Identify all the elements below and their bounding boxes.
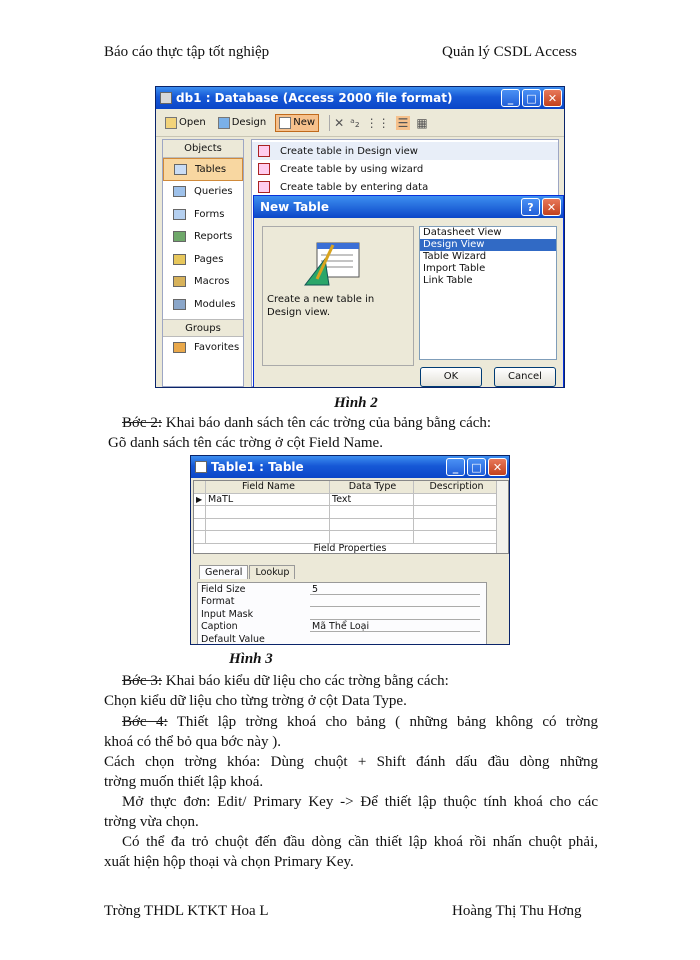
object-macros[interactable] [163,271,243,294]
property-label: Caption [201,621,238,633]
footer-right: Hoàng Thị Thu Hơng [452,903,582,919]
step2-line1 [122,414,491,432]
header-left: Báo cáo thực tập tốt nghiệp [104,44,270,60]
description-cell[interactable] [414,531,498,543]
maximize-button[interactable]: □ [467,458,486,476]
format-input[interactable] [310,596,480,607]
dialog-description: Create a new table in Design view. [267,294,375,318]
table-wizard-icon [258,145,270,157]
maximize-button[interactable]: □ [522,89,541,107]
field-properties-header: Field Properties [313,543,387,554]
object-queries[interactable] [163,181,243,204]
object-label: Macros [194,276,230,288]
group-favorites[interactable] [163,337,243,360]
table-icon [195,461,207,473]
data-type-cell[interactable]: Text [330,494,414,506]
input-mask-input[interactable] [310,609,480,620]
dialog-preview-panel [262,226,414,366]
grid-header-row [194,481,508,494]
object-forms[interactable] [163,203,243,226]
new-icon [279,117,291,129]
figure2-caption: Hình 2 [334,395,378,411]
help-button[interactable]: ? [521,198,540,216]
field-name-cell[interactable] [206,519,330,531]
design-wizard-icon [303,239,363,289]
groups-header: Groups [163,319,243,337]
default-value-input[interactable] [310,634,480,645]
field-name-cell[interactable] [206,506,330,518]
favorites-icon [173,342,186,353]
table-icon [174,164,187,175]
database-title-bar[interactable] [156,87,564,109]
step4-label: Bớc 4: [122,714,168,730]
table-wizard-icon [258,181,270,193]
step2-line2: Gõ danh sách tên các trờng ở cột Field Name. [108,435,383,451]
open-label: Open [179,117,206,128]
new-button[interactable] [275,114,319,132]
menu-line1: Mở thực đơn: Edit/ Primary Key -> Để thiết lập thuộc tính khoá cho các [122,794,598,810]
header-right: Quản lý CSDL Access [442,44,577,60]
menu-line2: trờng vừa chọn. [104,814,199,830]
option-design-view[interactable]: Design View [420,239,556,251]
close-button[interactable]: ✕ [488,458,507,476]
macro-icon [173,276,186,287]
report-icon [173,231,186,242]
design-button[interactable] [215,115,270,131]
table-row[interactable] [194,519,508,532]
row-marker[interactable] [194,519,206,531]
list-item-wizard[interactable] [252,160,558,178]
option-import-table[interactable]: Import Table [423,263,486,274]
step4-line2: khoá có thể bỏ qua bớc này ). [104,734,282,750]
data-type-cell[interactable] [330,519,414,531]
database-toolbar [156,109,564,137]
select-key-line1: Cách chọn trờng khóa: Dùng chuột + Shift đánh dấu đầu dòng những [104,754,598,770]
column-description: Description [414,481,498,493]
field-name-cell[interactable]: MaTL [206,494,330,506]
tab-general[interactable]: General [199,565,248,579]
access-database-window [155,86,565,388]
property-caption [198,621,486,634]
property-label: Input Mask [201,608,254,620]
design-icon [218,117,230,129]
option-datasheet-view[interactable]: Datasheet View [423,227,502,238]
step3-text: Khai báo kiểu dữ liệu cho các trờng bằng cách: [162,673,449,689]
column-field-name: Field Name [206,481,330,493]
step2-text: Khai báo danh sách tên các trờng của bảng bằng cách: [162,415,492,431]
dialog-title-bar[interactable] [254,196,563,218]
database-window-title: db1 : Database (Access 2000 file format) [176,91,453,105]
group-label: Favorites [194,342,240,354]
step3-line1 [122,672,449,690]
cancel-button[interactable]: Cancel [494,367,556,387]
mouse-line2: xuất hiện hộp thoại và chọn Primary Key. [104,854,354,870]
footer-left: Trờng THDL KTKT Hoa L [104,903,269,919]
tab-lookup[interactable]: Lookup [249,565,295,579]
option-table-wizard[interactable]: Table Wizard [423,251,487,262]
details-view-icon[interactable]: ▦ [416,115,428,130]
row-selector-header [194,481,206,493]
ok-button[interactable]: OK [420,367,482,387]
small-icons-icon[interactable]: ⋮⋮ [365,115,390,130]
list-view-icon[interactable]: ☰ [397,115,409,130]
list-item-design-view[interactable] [252,142,558,160]
table-row[interactable] [194,494,508,507]
mouse-line1: Có thể đa trỏ chuột đến đầu dòng cần thiết lập khoá rồi nhấn chuột phải, [122,834,598,850]
row-marker[interactable] [194,531,206,543]
dialog-title: New Table [260,200,330,214]
field-size-input[interactable]: 5 [310,584,480,595]
data-type-cell[interactable] [330,506,414,518]
table-row[interactable] [194,506,508,519]
form-icon [173,209,186,220]
page-icon [173,254,186,265]
row-marker-icon[interactable]: ▶ [194,494,206,506]
new-table-dialog [253,195,564,388]
caption-input[interactable]: Mã Thể Loại [310,621,480,632]
column-data-type: Data Type [330,481,414,493]
field-name-cell[interactable] [206,531,330,543]
large-icons-icon[interactable]: ᵃ₂ [350,115,360,130]
list-item-entering-data[interactable] [252,178,558,196]
property-field-size [198,583,486,596]
property-label: Default Value [201,633,265,645]
minimize-button[interactable]: _ [446,458,465,476]
table-window-title: Table1 : Table [211,460,304,474]
database-icon [160,92,172,104]
select-key-line2: trờng muốn thiết lập khoá. [104,774,264,790]
step3-line2: Chọn kiểu dữ liệu cho từng trờng ở cột Data Type. [104,693,407,709]
description-cell[interactable] [414,506,498,518]
open-button[interactable] [162,115,209,131]
row-marker[interactable] [194,506,206,518]
table-row[interactable] [194,531,508,544]
property-format [198,596,486,609]
step2-label: Bớc 2: [122,415,163,431]
data-type-cell[interactable] [330,531,414,543]
object-label: Pages [194,253,224,265]
new-table-options [419,226,557,360]
step4-line1 [122,713,598,731]
description-cell[interactable] [414,494,498,506]
objects-header: Objects [163,140,243,158]
property-label: Field Size [201,583,246,595]
property-input-mask [198,608,486,621]
table-title-bar[interactable] [191,456,509,478]
object-modules[interactable] [163,293,243,316]
step3-label: Bớc 3: [122,673,163,689]
delete-icon[interactable]: ✕ [334,115,345,130]
list-item-label: Create table by using wizard [280,163,424,175]
module-icon [173,299,186,310]
object-reports[interactable] [163,226,243,249]
object-label: Tables [195,163,227,175]
table-design-window [190,455,510,645]
close-button[interactable]: ✕ [543,89,562,107]
field-properties-panel [197,582,487,645]
objects-pane [162,139,244,387]
list-item-label: Create table by entering data [280,181,429,193]
list-item-label: Create table in Design view [280,145,418,157]
option-link-table[interactable]: Link Table [423,275,473,286]
object-label: Forms [194,208,225,220]
new-label: New [293,117,316,128]
property-label: Format [201,596,235,608]
object-label: Reports [194,231,233,243]
object-tables[interactable] [163,158,243,181]
description-cell[interactable] [414,519,498,531]
figure3-caption: Hình 3 [229,651,273,667]
object-pages[interactable] [163,248,243,271]
table-wizard-icon [258,163,270,175]
folder-icon [165,117,177,129]
object-label: Queries [194,186,233,198]
property-tabs [199,565,296,579]
dialog-close-button[interactable]: ✕ [542,198,561,216]
minimize-button[interactable]: _ [501,89,520,107]
design-label: Design [231,117,267,128]
query-icon [173,186,186,197]
step4-text: Thiết lập trờng khoá cho bảng ( những bảng không có trờng [167,714,599,730]
object-label: Modules [194,298,236,310]
property-default-value [198,633,486,645]
toolbar-separator [329,115,330,131]
